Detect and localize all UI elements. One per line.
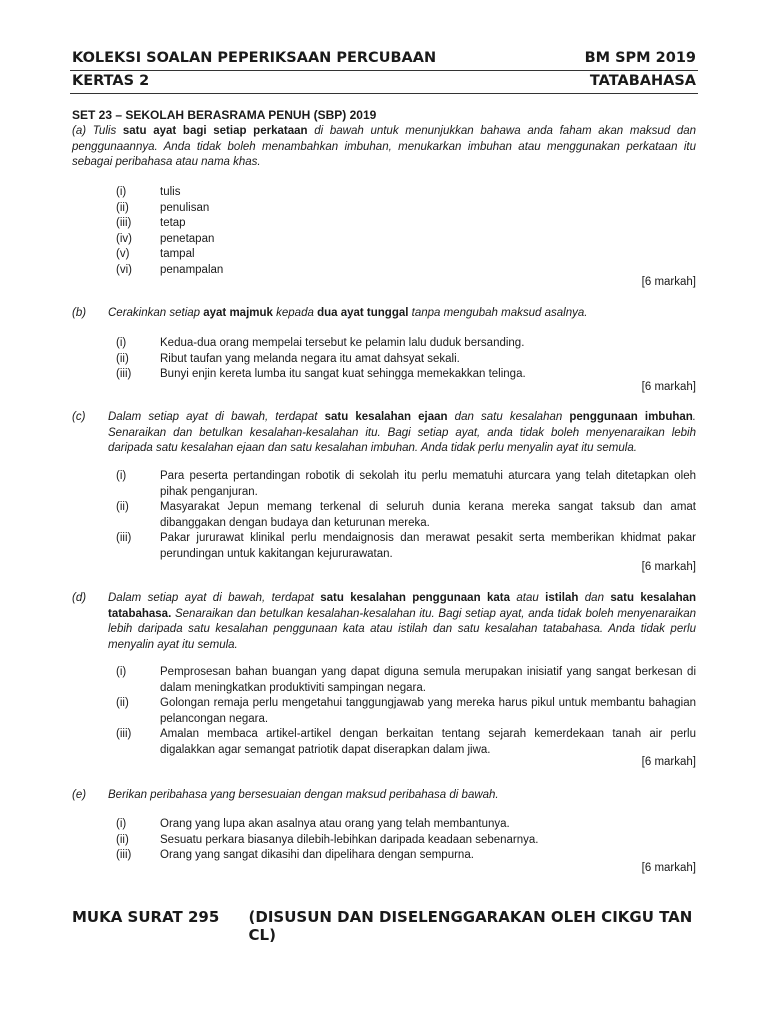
section-d-instruction	[72, 591, 696, 653]
section-b-instruction	[72, 306, 696, 322]
item-number: (ii)	[116, 697, 129, 709]
section-d-text-1: Dalam setiap ayat di bawah, terdapat	[108, 592, 321, 604]
section-d-bold-2: istilah	[545, 592, 579, 604]
set-title: SET 23 – SEKOLAH BERASRAMA PENUH (SBP) 2019	[72, 108, 377, 122]
item-text: tampal	[160, 248, 195, 260]
section-c-label: (c)	[72, 411, 86, 423]
list-item	[116, 727, 696, 758]
item-number: (ii)	[116, 201, 129, 214]
section-b-text-1: Cerakinkan setiap	[108, 307, 204, 319]
section-c-list	[116, 469, 696, 562]
paper-title: KERTAS 2	[72, 73, 150, 89]
item-text: Orang yang sangat dikasihi dan dipelihara dengan sempurna.	[160, 849, 474, 861]
section-b-text-2: kepada	[272, 307, 318, 319]
section-d-text-4: Senaraikan dan betulkan kesalahan-kesalahan itu. Bagi setiap ayat, anda tidak boleh menyenaraikan lebih daripada satu kesalahan penggunaan kata atau istilah dan satu kesalahan tatabahasa. Anda tidak perlu menyalin ayat itu semula.	[108, 607, 696, 651]
list-item	[116, 352, 616, 368]
item-text: Para peserta pertandingan robotik di sekolah itu perlu mematuhi aturcara yang telah ditetapkan oleh pihak penganjuran.	[160, 470, 696, 498]
list-item	[116, 247, 516, 263]
section-b-bold-1: ayat majmuk	[203, 307, 273, 319]
footer	[72, 908, 696, 944]
item-text: tetap	[160, 217, 186, 229]
section-e-label: (e)	[72, 789, 87, 801]
item-number: (i)	[116, 337, 127, 349]
item-number: (v)	[116, 248, 130, 260]
section-c-text-1: Dalam setiap ayat di bawah, terdapat	[108, 411, 325, 423]
section-a-text-2: di bawah untuk menunjukkan bahawa anda faham akan maksud dan penggunaannya. Anda tidak boleh menambahkan imbuhan, menukarkan imbuhan atau menggunakan perkataan itu sebagai peribahasa atau nama khas.	[72, 125, 697, 168]
section-a-list	[116, 185, 516, 278]
item-text: Masyarakat Jepun memang terkenal di seluruh dunia kerana mereka sangat taksub dan amat dibanggakan dengan budaya dan keturunan mereka.	[160, 501, 696, 529]
topic-title: TATABAHASA	[589, 73, 696, 89]
item-number: (iii)	[116, 728, 132, 740]
credit-line: (DISUSUN DAN DISELENGGARAKAN OLEH CIKGU TAN CL)	[248, 908, 693, 944]
section-e-text-1: Berikan peribahasa yang bersesuaian dengan maksud peribahasa di bawah.	[108, 789, 499, 801]
list-item	[116, 185, 516, 201]
item-text: Amalan membaca artikel-artikel dengan berkaitan tentang sejarah kemerdekaan tanah air perlu digalakkan agar semangat patriotik dapat diserapkan dalam jiwa.	[160, 728, 696, 756]
item-text: Golongan remaja perlu mengetahui tanggungjawab yang mereka harus pikul untuk membantu bahagian pelancongan negara.	[160, 697, 696, 725]
section-d-list	[116, 665, 696, 758]
header-row-1	[72, 50, 696, 66]
section-d-text-2: atau	[510, 592, 546, 604]
item-number: (iii)	[116, 368, 132, 380]
section-b-marks: [6 markah]	[641, 381, 696, 393]
item-text: penetapan	[160, 232, 215, 245]
list-item	[116, 833, 616, 849]
item-number: (i)	[116, 186, 127, 198]
item-text: tulis	[160, 186, 181, 198]
section-c-marks: [6 markah]	[641, 561, 696, 573]
item-number: (ii)	[116, 833, 129, 846]
item-number: (ii)	[116, 501, 129, 513]
list-item	[116, 216, 516, 232]
list-item	[116, 665, 696, 696]
section-a-bold-1: satu ayat bagi setiap perkataan	[122, 125, 308, 137]
section-b-text-3: tanpa mengubah maksud asalnya.	[408, 307, 588, 319]
item-text: Ribut taufan yang melanda negara itu amat dahsyat sekali.	[160, 352, 460, 365]
list-item	[116, 817, 616, 833]
section-e-instruction	[72, 788, 696, 804]
list-item	[116, 848, 616, 864]
section-a-marks: [6 markah]	[641, 276, 696, 288]
section-c-bold-2: penggunaan imbuhan	[569, 411, 693, 423]
list-item	[116, 696, 696, 727]
item-number: (i)	[116, 666, 127, 678]
list-item	[116, 367, 616, 383]
header-divider-2	[70, 93, 698, 94]
item-text: Orang yang lupa akan asalnya atau orang yang telah membantunya.	[160, 818, 510, 830]
item-number: (vi)	[116, 263, 132, 276]
item-text: penulisan	[160, 201, 210, 214]
item-text: Sesuatu perkara biasanya dilebih-lebihkan daripada keadaan sebenarnya.	[160, 833, 539, 846]
list-item	[116, 336, 616, 352]
item-text: Pemprosesan bahan buangan yang dapat diguna semula merupakan inisiatif yang sangat berkesan di dalam meningkatkan produktiviti sampingan negara.	[160, 666, 696, 694]
item-number: (iii)	[116, 217, 132, 229]
section-e-marks: [6 markah]	[641, 862, 696, 874]
item-number: (iv)	[116, 232, 132, 245]
list-item	[116, 232, 516, 248]
item-number: (iii)	[116, 532, 132, 544]
header-row-2	[72, 73, 696, 89]
list-item	[116, 201, 516, 217]
section-c-bold-1: satu kesalahan ejaan	[324, 411, 448, 423]
section-c-text-3: . Senaraikan dan betulkan kesalahan-kesalahan itu. Bagi setiap ayat, anda tidak boleh menyenaraikan lebih daripada satu kesalahan ejaan dan satu kesalahan imbuhan. Anda tidak perlu menyalin ayat itu semula.	[108, 411, 696, 454]
item-number: (i)	[116, 470, 127, 482]
collection-title: KOLEKSI SOALAN PEPERIKSAAN PERCUBAAN	[72, 50, 437, 66]
list-item	[116, 531, 696, 562]
subject-title: BM SPM 2019	[584, 50, 696, 66]
section-d-text-3: dan	[578, 592, 611, 604]
list-item	[116, 500, 696, 531]
section-d-bold-3: satu kesalahan tatabahasa.	[108, 592, 697, 620]
item-number: (iii)	[116, 849, 132, 861]
section-d-marks: [6 markah]	[641, 756, 696, 768]
section-b-list	[116, 336, 616, 383]
item-number: (ii)	[116, 352, 129, 365]
item-text: Kedua-dua orang mempelai tersebut ke pelamin lalu duduk bersanding.	[160, 337, 525, 349]
header-divider-1	[70, 70, 698, 71]
section-a-text-1: Tulis	[92, 125, 123, 137]
item-text: Pakar jururawat klinikal perlu mendaignosis dan merawat pesakit serta memberikan khidmat pakar perundingan untuk kakitangan kejururawatan.	[160, 532, 696, 560]
section-c-text-2: dan satu kesalahan	[447, 411, 570, 423]
page-number: MUKA SURAT 295	[72, 908, 220, 926]
section-c-instruction	[72, 410, 696, 457]
list-item	[116, 263, 516, 279]
section-b-bold-2: dua ayat tunggal	[317, 307, 409, 319]
section-e-list	[116, 817, 616, 864]
section-b-label: (b)	[72, 307, 87, 319]
section-a-label: (a)	[72, 125, 87, 137]
list-item	[116, 469, 696, 500]
item-number: (i)	[116, 818, 127, 830]
section-a-instruction	[72, 124, 696, 171]
item-text: Bunyi enjin kereta lumba itu sangat kuat sehingga memekakkan telinga.	[160, 368, 526, 380]
item-text: penampalan	[160, 263, 224, 276]
section-d-label: (d)	[72, 592, 87, 604]
section-d-bold-1: satu kesalahan penggunaan kata	[320, 592, 510, 604]
